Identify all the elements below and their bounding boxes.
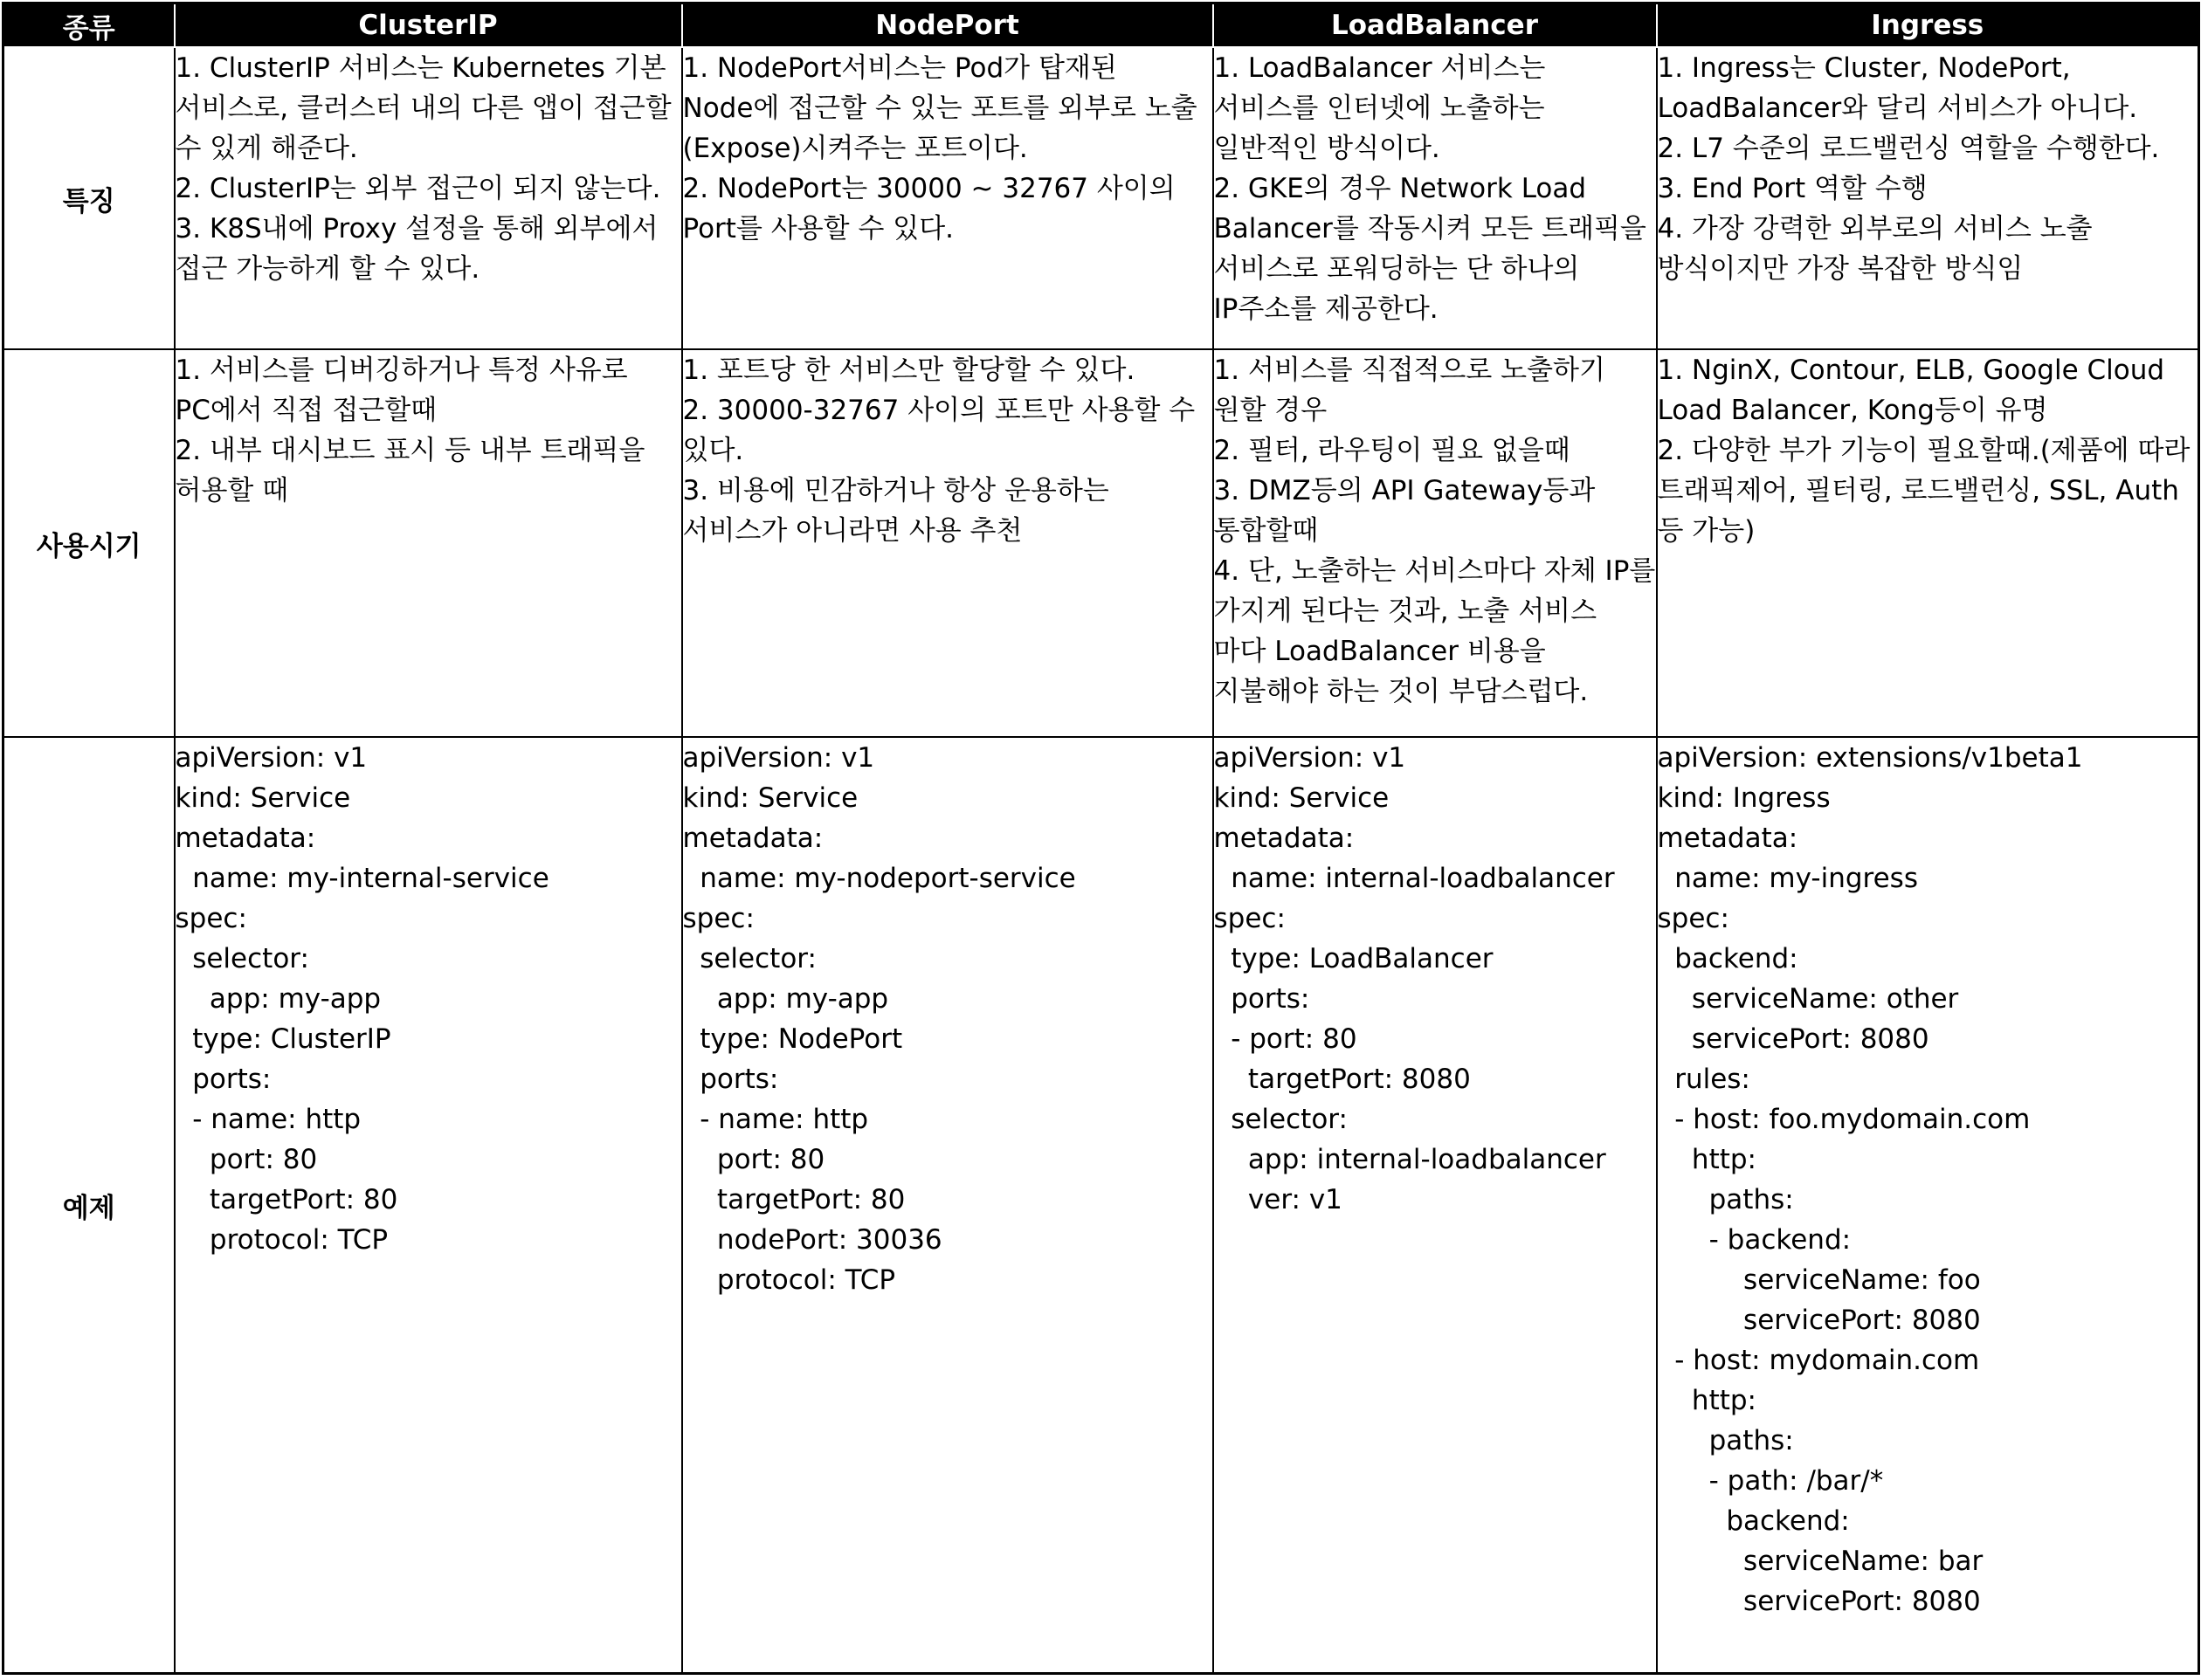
- text-line: 1. 서비스를 직접적으로 노출하기 원할 경우: [1213, 355, 1614, 426]
- code-line: - host: mydomain.com: [1657, 1345, 1980, 1376]
- cell-ingress-usage: [1657, 349, 2199, 737]
- code-line: - host: foo.mydomain.com: [1657, 1104, 2031, 1135]
- code-line: apiVersion: v1: [175, 742, 368, 774]
- code-line: protocol: TCP: [682, 1264, 896, 1296]
- code-line: spec:: [1657, 903, 1729, 934]
- code-line: type: NodePort: [682, 1023, 903, 1055]
- code-line: selector:: [682, 943, 817, 974]
- cell-ingress-example: [1657, 737, 2199, 1674]
- code-line: spec:: [175, 903, 247, 934]
- code-line: metadata:: [682, 823, 824, 854]
- text-line: 3. DMZ등의 API Gateway등과 통합할때: [1213, 475, 1604, 547]
- code-line: ver: v1: [1213, 1184, 1342, 1215]
- code-line: - path: /bar/*: [1657, 1465, 1884, 1497]
- header-loadbalancer: LoadBalancer: [1213, 3, 1657, 48]
- row-label-example: 예제: [3, 737, 175, 1674]
- header-category: 종류: [3, 3, 175, 48]
- code-line: metadata:: [175, 823, 316, 854]
- code-line: metadata:: [1657, 823, 1798, 854]
- code-line: rules:: [1657, 1064, 1750, 1095]
- code-line: serviceName: foo: [1657, 1264, 1981, 1296]
- cell-nodeport-usage: [682, 349, 1213, 737]
- cell-loadbalancer-usage: [1213, 349, 1665, 737]
- text-line: 2. GKE의 경우 Network Load Balancer를 작동시켜 모든 트래픽을 서비스로 포워딩하는 단 하나의 IP주소를 제공한다.: [1213, 173, 1655, 325]
- cell-clusterip-features: [175, 47, 682, 349]
- text-line: 2. 필터, 라우팅이 필요 없을때: [1213, 435, 1570, 466]
- text-line: 1. NginX, Contour, ELB, Google Cloud Load Balancer, Kong등이 유명: [1657, 355, 2173, 426]
- cell-nodeport-features: [682, 47, 1213, 349]
- text-line: 1. 서비스를 디버깅하거나 특정 사유로 PC에서 직접 접근할때: [175, 355, 637, 426]
- header-row: [3, 3, 2199, 48]
- text-line: 2. NodePort는 30000 ~ 32767 사이의 Port를 사용할 수 있다.: [682, 173, 1184, 244]
- code-line: spec:: [682, 903, 755, 934]
- row-features: [3, 47, 2199, 349]
- cell-clusterip-example: [175, 737, 682, 1674]
- code-line: targetPort: 80: [682, 1184, 906, 1215]
- code-line: selector:: [1213, 1104, 1348, 1135]
- row-example: [3, 737, 2199, 1674]
- code-line: type: LoadBalancer: [1213, 943, 1494, 974]
- code-line: backend:: [1657, 1505, 1850, 1537]
- row-label-features: 특징: [3, 47, 175, 349]
- code-line: http:: [1657, 1385, 1756, 1416]
- code-line: app: my-app: [682, 983, 889, 1015]
- code-line: name: internal-loadbalancer: [1213, 863, 1615, 894]
- code-line: type: ClusterIP: [175, 1023, 391, 1055]
- code-line: http:: [1657, 1144, 1756, 1175]
- code-line: kind: Ingress: [1657, 782, 1831, 814]
- code-line: selector:: [175, 943, 309, 974]
- code-line: apiVersion: v1: [1213, 742, 1406, 774]
- text-line: 3. 비용에 민감하거나 항상 운용하는 서비스가 아니라면 사용 추천: [682, 475, 1118, 547]
- code-line: kind: Service: [175, 782, 351, 814]
- code-line: paths:: [1657, 1425, 1794, 1456]
- cell-clusterip-usage: [175, 349, 682, 737]
- code-line: spec:: [1213, 903, 1286, 934]
- code-line: targetPort: 80: [175, 1184, 398, 1215]
- code-line: targetPort: 8080: [1213, 1064, 1471, 1095]
- code-line: port: 80: [175, 1144, 318, 1175]
- code-line: name: my-ingress: [1657, 863, 1918, 894]
- code-line: ports:: [175, 1064, 272, 1095]
- code-line: name: my-nodeport-service: [682, 863, 1076, 894]
- text-line: 3. End Port 역할 수행: [1657, 173, 1928, 204]
- text-line: 1. LoadBalancer 서비스는 서비스를 인터넷에 노출하는 일반적인 방식이다.: [1213, 52, 1555, 164]
- code-line: backend:: [1657, 943, 1798, 974]
- cell-loadbalancer-features: [1213, 47, 1657, 349]
- code-line: kind: Service: [682, 782, 859, 814]
- code-line: app: internal-loadbalancer: [1213, 1144, 1606, 1175]
- text-line: 3. K8S내에 Proxy 설정을 통해 외부에서 접근 가능하게 할 수 있다.: [175, 213, 667, 285]
- code-line: servicePort: 8080: [1657, 1305, 1981, 1336]
- code-line: kind: Service: [1213, 782, 1390, 814]
- code-line: serviceName: bar: [1657, 1546, 1984, 1577]
- code-line: name: my-internal-service: [175, 863, 549, 894]
- header-nodeport: NodePort: [682, 3, 1213, 48]
- header-clusterip: ClusterIP: [175, 3, 682, 48]
- code-line: - name: http: [682, 1104, 869, 1135]
- code-line: - backend:: [1657, 1224, 1852, 1256]
- row-label-usage: 사용시기: [3, 349, 175, 737]
- text-line: 1. 포트당 한 서비스만 할당할 수 있다.: [682, 355, 1135, 386]
- code-line: ports:: [1213, 983, 1310, 1015]
- code-line: port: 80: [682, 1144, 825, 1175]
- text-line: 2. 다양한 부가 기능이 필요할때.(제품에 따라 트래픽제어, 필터링, 로드밸런싱, SSL, Auth 등 가능): [1657, 435, 2199, 547]
- text-line: 2. 30000-32767 사이의 포트만 사용할 수 있다.: [682, 395, 1204, 466]
- code-line: metadata:: [1213, 823, 1355, 854]
- row-usage: [3, 349, 2199, 737]
- code-line: serviceName: other: [1657, 983, 1959, 1015]
- code-line: servicePort: 8080: [1657, 1023, 1929, 1055]
- code-line: app: my-app: [175, 983, 382, 1015]
- code-line: - name: http: [175, 1104, 362, 1135]
- code-line: ports:: [682, 1064, 779, 1095]
- text-line: 2. ClusterIP는 외부 접근이 되지 않는다.: [175, 173, 661, 204]
- code-line: servicePort: 8080: [1657, 1586, 1981, 1617]
- cell-ingress-features: [1657, 47, 2199, 349]
- text-line: 1. ClusterIP 서비스는 Kubernetes 기본 서비스로, 클러스터 내의 다른 앱이 접근할 수 있게 해준다.: [175, 52, 680, 164]
- text-line: 2. L7 수준의 로드밸런싱 역할을 수행한다.: [1657, 133, 2160, 164]
- code-line: nodePort: 30036: [682, 1224, 942, 1256]
- code-line: apiVersion: extensions/v1beta1: [1657, 742, 2083, 774]
- header-ingress: Ingress: [1657, 3, 2199, 48]
- code-line: apiVersion: v1: [682, 742, 875, 774]
- text-line: 1. NodePort서비스는 Pod가 탑재된 Node에 접근할 수 있는 포트를 외부로 노출(Expose)시켜주는 포트이다.: [682, 52, 1197, 164]
- text-line: 4. 가장 강력한 외부로의 서비스 노출 방식이지만 가장 복잡한 방식임: [1657, 213, 2101, 285]
- cell-loadbalancer-example: [1213, 737, 1657, 1674]
- cell-nodeport-example: [682, 737, 1213, 1674]
- text-line: 4. 단, 노출하는 서비스마다 자체 IP를 가지게 된다는 것과, 노출 서비스 마다 LoadBalancer 비용을 지불해야 하는 것이 부담스럽다.: [1213, 555, 1665, 707]
- code-line: protocol: TCP: [175, 1224, 389, 1256]
- text-line: 2. 내부 대시보드 표시 등 내부 트래픽을 허용할 때: [175, 435, 654, 506]
- code-line: paths:: [1657, 1184, 1794, 1215]
- text-line: 1. Ingress는 Cluster, NodePort, LoadBalancer와 달리 서비스가 아니다.: [1657, 52, 2138, 124]
- code-line: - port: 80: [1213, 1023, 1357, 1055]
- service-comparison-table: [2, 2, 2200, 1675]
